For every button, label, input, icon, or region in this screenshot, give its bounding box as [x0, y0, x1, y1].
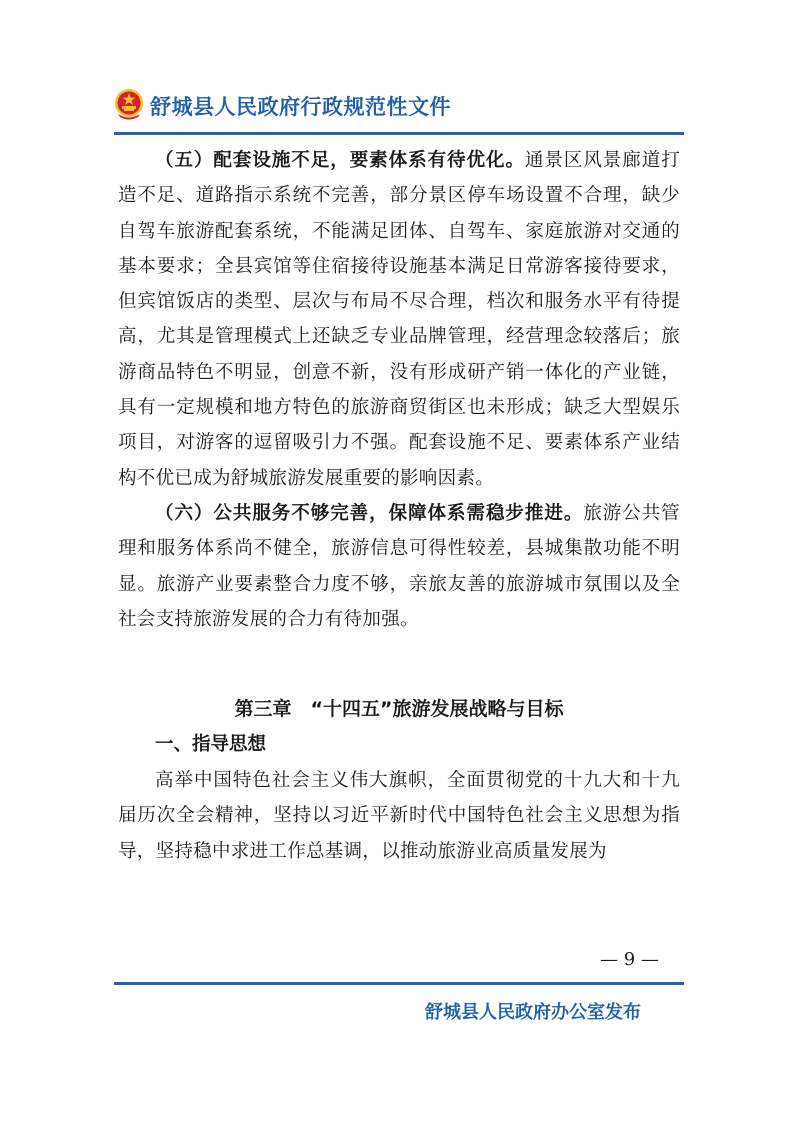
header-rule [114, 132, 684, 135]
footer-rule [114, 982, 684, 985]
document-header [114, 88, 684, 128]
paragraph-7: 高举中国特色社会主义伟大旗帜，全面贯彻党的十九大和十九届历次全会精神，坚持以习近平新时代中国特色社会主义思想为指导，坚持稳中求进工作总基调，以推动旅游业高质量发展为 [118, 770, 680, 862]
national-emblem-icon [114, 88, 144, 120]
footer-publisher: 舒城县人民政府办公室发布 [425, 1002, 641, 1023]
paragraph-5 [118, 143, 680, 496]
section-title: 一、指导思想 [155, 734, 267, 756]
page-number: — 9 — [600, 949, 659, 970]
document-body [118, 143, 680, 869]
header-title: 舒城县人民政府行政规范性文件 [150, 95, 451, 119]
paragraph-6-text: 旅游公共管理和服务体系尚不健全，旅游信息可得性较差，县城集散功能不明显。旅游产业要素整合力度不够，亲旅友善的旅游城市氛围以及全社会支持旅游发展的合力有待加强。 [118, 502, 680, 630]
paragraph-6 [118, 496, 680, 637]
paragraph-5-lead: （五）配套设施不足，要素体系有待优化。 [155, 150, 525, 171]
paragraph-6-lead: （六）公共服务不够完善，保障体系需稳步推进。 [155, 502, 584, 524]
chapter-title: 第三章 “十四五”旅游发展战略与目标 [234, 698, 564, 721]
paragraph-5-text: 通景区风景廊道打造不足、道路指示系统不完善，部分景区停车场设置不合理，缺少自驾车旅游配套系统，不能满足团体、自驾车、家庭旅游对交通的基本要求；全县宾馆等住宿接待设施基本满足日常游客接待要求，但宾馆饭店的类型、层次与布局不尽合理，档次和服务水平有待提高，尤其是管理模式上还缺乏专业品牌管理，经营理念较落后；旅游商品特色不明显，创意不新，没有形成研产销一体化的产业链，具有一定规模和地方特色的旅游商贸街区也未形成；缺乏大型娱乐项目，对游客的逗留吸引力不强。配套设施不足、要素体系产业结构不优已成为舒城旅游发展重要的影响因素。 [118, 150, 681, 489]
